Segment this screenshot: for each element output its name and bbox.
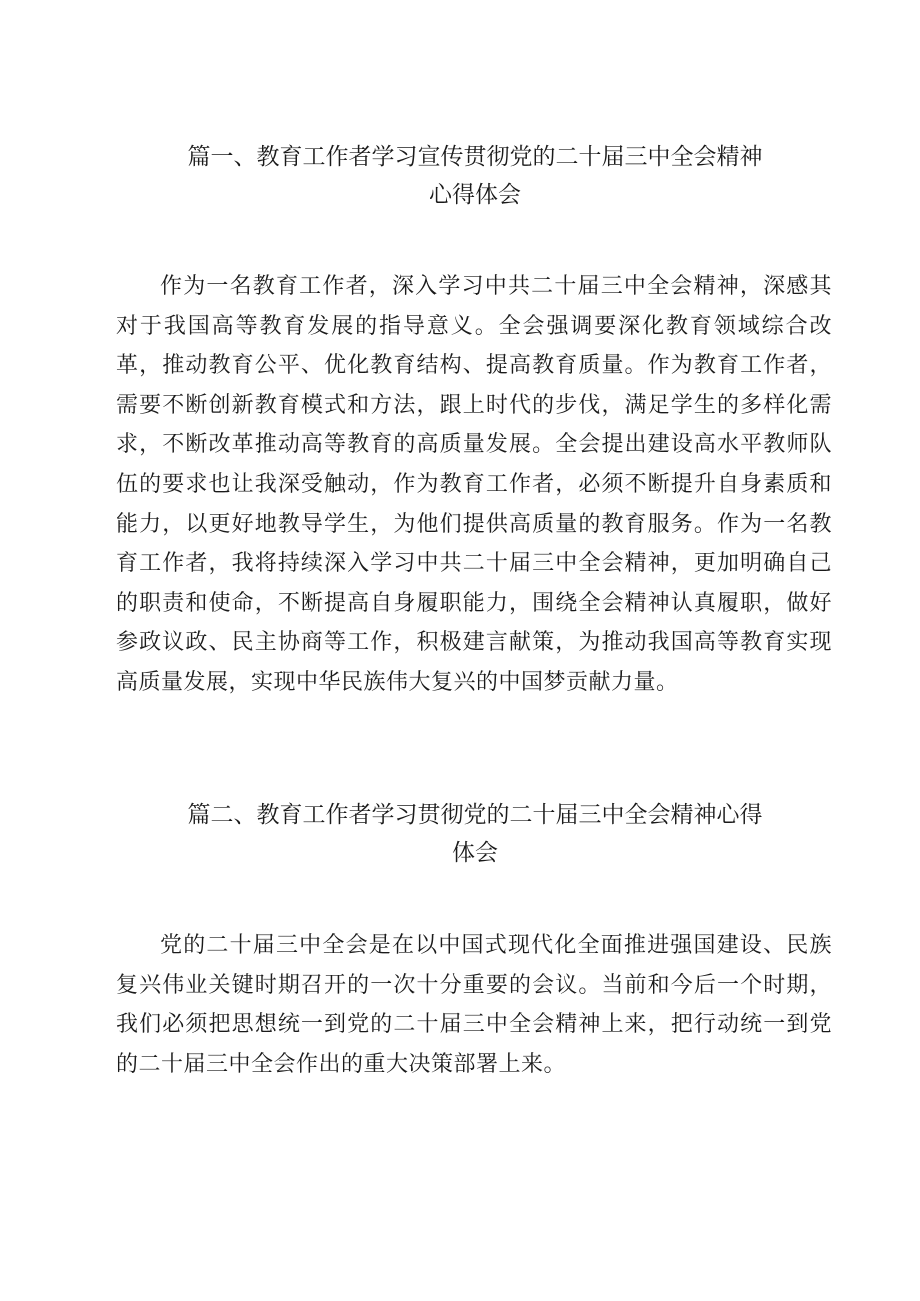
section-1-title-line-2: 心得体会 bbox=[429, 182, 521, 208]
section-2-body: 党的二十届三中全会是在以中国式现代化全面推进强国建设、民族复兴伟业关键时期召开的一次十分重要的会议。当前和今后一个时期，我们必须把思想统一到党的二十届三中全会精神上来，把行动统一到党的二十届三中全会作出的重大决策部署上来。 bbox=[116, 933, 832, 1077]
section-2-title-line-1: 篇二、教育工作者学习贯彻党的二十届三中全会精神心得 bbox=[187, 802, 763, 828]
section-2-title bbox=[110, 796, 840, 872]
section-1-body: 作为一名教育工作者，深入学习中共二十届三中全会精神，深感其对于我国高等教育发展的指导意义。全会强调要深化教育领域综合改革，推动教育公平、优化教育结构、提高教育质量。作为教育工作者，需要不断创新教育模式和方法，跟上时代的步伐，满足学生的多样化需求，不断改革推动高等教育的高质量发展。全会提出建设高水平教师队伍的要求也让我深受触动，作为教育工作者，必须不断提升自身素质和能力，以更好地教导学生，为他们提供高质量的教育服务。作为一名教育工作者，我将持续深入学习中共二十届三中全会精神，更加明确自己的职责和使命，不断提高自身履职能力，围绕全会精神认真履职，做好参政议政、民主协商等工作，积极建言献策，为推动我国高等教育实现高质量发展，实现中华民族伟大复兴的中国梦贡献力量。 bbox=[116, 274, 832, 695]
section-2-title-line-2: 体会 bbox=[452, 840, 498, 866]
section-1-title bbox=[110, 138, 840, 214]
section-1-title-line-1: 篇一、教育工作者学习宣传贯彻党的二十届三中全会精神 bbox=[187, 144, 763, 170]
